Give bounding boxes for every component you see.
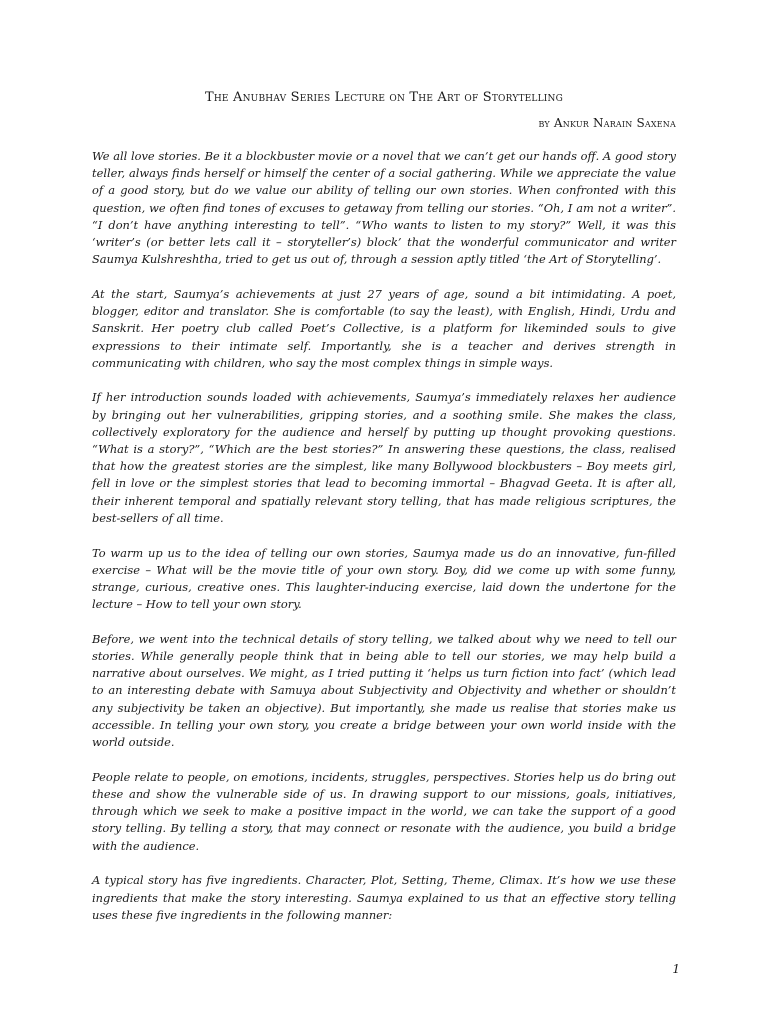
paragraph-introduction: If her introduction sounds loaded with achievements, Saumya’s immediately relaxes her audience by bringing out her vulnerabilities, gripping stories, and a soothing smile. She makes the class, collectively exploratory for the audience and herself by putting up thought provoking questions. “What is a story?”, “Which are the best stories?” In answering these questions, the class, realised that how the greatest stories are the simplest, like many Bollywood blockbusters – Boy meets girl, fell in love or the simplest stories that lead to becoming immortal – Bhagvad Geeta. It is after all, their inherent temporal and spatially relevant story telling, that has made religious scriptures, the best-sellers of all time. <box>92 390 676 525</box>
page-number: 1 <box>672 962 680 976</box>
paragraph-achievements: At the start, Saumya’s achievements at just 27 years of age, sound a bit intimidating. A poet, blogger, editor and translator. She is comfortable (to say the least), with English, Hindi, Urdu and Sanskrit. Her poetry club called Poet’s Collective, is a platform for likeminded souls to give expressions to their intimate self. Importantly, she is a teacher and derives strength in communicating with children, who say the most complex things in simple ways. <box>92 286 676 370</box>
document-title: The Anubhav Series Lecture on The Art of Storytelling <box>204 90 564 105</box>
paragraph-warm-up: To warm up us to the idea of telling our own stories, Saumya made us do an innovative, fun-filled exercise – What will be the movie title of your own story. Boy, did we come up with some funny, strange, curious, creative ones. This laughter-inducing exercise, laid down the undertone for the lecture – How to tell your own story. <box>92 545 676 612</box>
document-body <box>92 148 676 941</box>
author-byline: by Ankur Narain Saxena <box>538 116 676 130</box>
paragraph-people-relate: People relate to people, on emotions, incidents, struggles, perspectives. Stories help us do bring out these and show the vulnerable side of us. In drawing support to our missions, goals, initiatives, through which we seek to make a positive impact in the world, we can take the support of a good story telling. By telling a story, that may connect or resonate with the audience, you build a bridge with the audience. <box>92 769 676 853</box>
paragraph-why-tell: Before, we went into the technical details of story telling, we talked about why we need to tell our stories. While generally people think that in being able to tell our stories, we may help build a narrative about ourselves. We might, as I tried putting it ‘helps us turn fiction into fact’ (which lead to an interesting debate with Samuya about Subjectivity and Objectivity and whether or shouldn’t any subjectivity be taken an objective). But importantly, she made us realise that stories make us accessible. In telling your own story, you create a bridge between your own world inside with the world outside. <box>92 631 676 750</box>
paragraph-ingredients: A typical story has five ingredients. Character, Plot, Setting, Theme, Climax. It’s how we use these ingredients that make the story interesting. Saumya explained to us that an effective story telling uses these five ingredients in the following manner: <box>92 873 676 922</box>
paragraph-intro: We all love stories. Be it a blockbuster movie or a novel that we can’t get our hands off. A good story teller, always finds herself or himself the center of a social gathering. While we appreciate the value of a good story, but do we value our ability of telling our own stories. When confronted with this question, we often find tones of excuses to getaway from telling our stories. “Oh, I am not a writer”. “I don’t have anything interesting to tell”. “Who wants to listen to my story?” Well, it was this ‘writer’s (or better lets call it – storyteller’s) block’ that the wonderful communicator and writer Saumya Kulshreshtha, tried to get us out of, through a session aptly titled ‘the Art of Storytelling’. <box>92 149 676 267</box>
